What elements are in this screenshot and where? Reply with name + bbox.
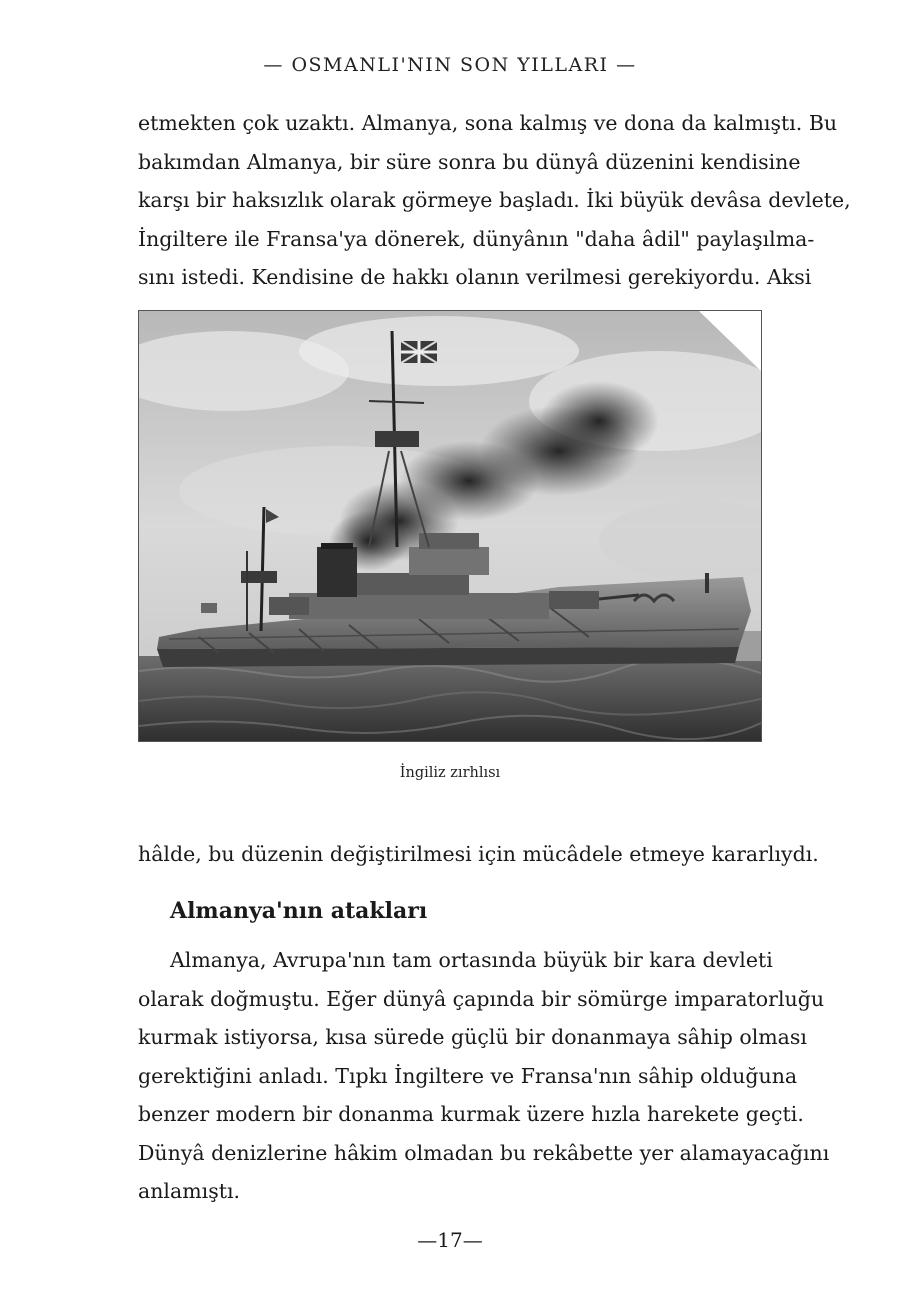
figure-caption: İngiliz zırhlısı	[399, 765, 501, 781]
section-heading: Almanya'nın atakları	[170, 898, 428, 924]
paragraph-continuation	[138, 835, 819, 874]
battleship-illustration	[139, 311, 761, 741]
text-line: İngiltere ile Fransa'ya dönerek, dünyânın "daha âdil" paylaşılma-	[138, 226, 815, 251]
text-line: olarak doğmuştu. Eğer dünyâ çapında bir sömürge imparatorluğu	[138, 986, 825, 1011]
text-line: etmekten çok uzaktı. Almanya, sona kalmış ve dona da kalmıştı. Bu	[138, 111, 838, 135]
paragraph-body	[138, 941, 830, 1211]
text-line: gerektiğini anladı. Tıpkı İngiltere ve Fransa'nın sâhip olduğuna	[138, 1063, 798, 1088]
text-line: sını istedi. Kendisine de hakkı olanın verilmesi gerekiyordu. Aksi	[138, 265, 812, 289]
text-line: hâlde, bu düzenin değiştirilmesi için mücâdele etmeye kararlıydı.	[138, 842, 819, 866]
text-line: anlamıştı.	[138, 1179, 241, 1203]
text-line: benzer modern bir donanma kurmak üzere hızla harekete geçti.	[138, 1102, 804, 1126]
paragraph-intro	[138, 104, 851, 297]
text-line: bakımdan Almanya, bir süre sonra bu dünyâ düzenini kendisine	[138, 149, 801, 174]
running-head: — OSMANLI'NIN SON YILLARI —	[263, 54, 637, 76]
text-line: kurmak istiyorsa, kısa sürede güçlü bir donanmaya sâhip olması	[138, 1025, 807, 1049]
text-line: Almanya, Avrupa'nın tam ortasında büyük bir kara devleti	[170, 948, 773, 972]
text-line: karşı bir haksızlık olarak görmeye başladı. İki büyük devâsa devlete,	[138, 188, 851, 212]
text-line: Dünyâ denizlerine hâkim olmadan bu rekâbette yer alamayacağını	[138, 1140, 830, 1165]
battleship-photo	[138, 310, 762, 742]
page-number: —17—	[417, 1228, 483, 1252]
